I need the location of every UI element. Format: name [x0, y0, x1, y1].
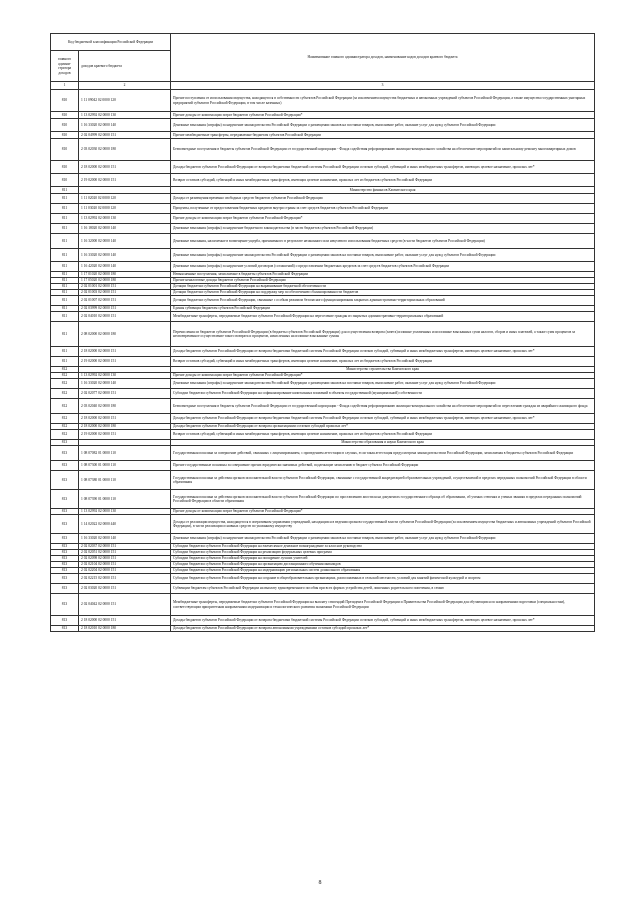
- revenue-name-cell: Государственная пошлина за действия органов исполнительной власти субъектов Российской Федерации, связанные с государственной аккредитацией образовательных учреждений, осуществляемой в пределах переданных полномочий Российской Федерации в области образования: [171, 471, 595, 490]
- admin-code-cell: 813: [51, 584, 79, 594]
- admin-code-cell: 810: [51, 132, 79, 139]
- table-row: [51, 584, 595, 594]
- name-column-header: Наименование главного администратора доходов, наименование кодов доходов краевого бюджета: [171, 34, 595, 82]
- table-row: [51, 616, 595, 626]
- revenue-code-cell: 1 13 02992 02 0000 130: [79, 373, 171, 379]
- revenue-code-cell: 2 02 02215 02 0000 151: [79, 574, 171, 584]
- admin-code-cell: 813: [51, 544, 79, 550]
- table-row: [51, 594, 595, 616]
- admin-code-cell: 811: [51, 278, 79, 284]
- revenue-code-cell: 1 16 32000 02 0000 140: [79, 234, 171, 249]
- table-row: [51, 249, 595, 262]
- revenue-code-cell: 2 02 02204 02 0000 151: [79, 568, 171, 574]
- revenue-code-cell: 1 17 01020 02 0000 180: [79, 272, 171, 278]
- column-number-1: 1: [51, 82, 79, 90]
- revenue-code-cell: 1 08 07300 01 0000 110: [79, 461, 171, 471]
- admin-code-cell: 812: [51, 373, 79, 379]
- revenue-code-cell: 1 16 33020 02 0000 140: [79, 119, 171, 132]
- table-row: [51, 139, 595, 161]
- revenue-name-cell: Проценты, полученные от предоставления бюджетных кредитов внутри страны за счет средств бюджетов субъектов Российской Федерации: [171, 204, 595, 214]
- admin-code-cell: 813: [51, 574, 79, 584]
- table-row: [51, 490, 595, 509]
- revenue-name-cell: Невыясненные поступления, зачисляемые в бюджеты субъектов Российской Федерации: [171, 272, 595, 278]
- revenue-name-cell: Доходы бюджетов субъектов Российской Федерации от возврата автономными учреждениями остатков субсидий прошлых лет*: [171, 626, 595, 632]
- admin-code-cell: 813: [51, 490, 79, 509]
- admin-code-cell: 811: [51, 312, 79, 322]
- revenue-code-cell: 2 18 02000 02 0000 151: [79, 414, 171, 424]
- admin-code-cell: 813: [51, 471, 79, 490]
- table-row: [51, 574, 595, 584]
- admin-code-cell: 811: [51, 262, 79, 272]
- revenue-code-cell: 1 16 18020 02 0000 140: [79, 224, 171, 234]
- revenue-column-header: доходов краевого бюджета: [79, 51, 171, 82]
- revenue-code-cell: 2 02 01007 02 0000 151: [79, 296, 171, 306]
- table-row: [51, 389, 595, 399]
- admin-code-cell: 811: [51, 290, 79, 296]
- table-row: [51, 161, 595, 174]
- revenue-code-cell: 2 19 02000 02 0000 151: [79, 357, 171, 367]
- table-row: [51, 414, 595, 424]
- admin-code-cell: 811: [51, 322, 79, 347]
- table-row: [51, 626, 595, 632]
- column-number-3: 3: [171, 82, 595, 90]
- revenue-code-cell: 1 11 09042 02 0000 120: [79, 90, 171, 112]
- table-row: [51, 322, 595, 347]
- table-row: [51, 119, 595, 132]
- admin-code-cell: 811: [51, 224, 79, 234]
- table-row: [51, 534, 595, 544]
- admin-code-cell: 813: [51, 594, 79, 616]
- revenue-name-cell: Денежные взыскания (штрафы) за нарушение законодательства Российской Федерации о размещении заказов на поставки товаров, выполнение работ, оказание услуг для нужд субъектов Российской Федерации: [171, 534, 595, 544]
- admin-code-cell: 810: [51, 139, 79, 161]
- page-number: 8: [318, 880, 322, 886]
- revenue-name-cell: Субсидии бюджетам субъектов Российской Федерации на софинансирование капитальных вложений в объекты государственной (муниципальной) собственности: [171, 389, 595, 399]
- admin-code-cell: 813: [51, 562, 79, 568]
- revenue-name-cell: Прочие доходы от компенсации затрат бюджетов субъектов Российской Федерации*: [171, 214, 595, 224]
- revenue-name-cell: Прочие государственные пошлины за совершение прочих юридически значимых действий, подлежащие зачислению в бюджет субъекта Российской Федерации: [171, 461, 595, 471]
- table-row: [51, 515, 595, 534]
- revenue-name-cell: Прочие доходы от компенсации затрат бюджетов субъектов Российской Федерации*: [171, 112, 595, 119]
- column-number-2: 2: [79, 82, 171, 90]
- admin-code-cell: 813: [51, 534, 79, 544]
- table-row: [51, 347, 595, 357]
- admin-column-header: главного админи-стратора доходов: [51, 51, 79, 82]
- revenue-name-cell: Дотации бюджетам субъектов Российской Федерации на поддержку мер по обеспечению сбалансированности бюджетов: [171, 290, 595, 296]
- admin-code-cell: 811: [51, 214, 79, 224]
- table-row: [51, 224, 595, 234]
- table-row: [51, 234, 595, 249]
- revenue-name-cell: Доходы бюджетов субъектов Российской Федерации от возврата бюджетами бюджетной системы Российской Федерации остатков субсидий, субвенций и иных межбюджетных трансфертов, имеющих целевое назначение, прошлых лет*: [171, 414, 595, 424]
- revenue-name-cell: Государственная пошлина за действия органов исполнительной власти субъектов Российской Федерации по проставлению апостиля на документах государственного образца об образовании, об ученых степенях и ученых званиях в пределах переданных полномочий Российской Федерации в области образования: [171, 490, 595, 509]
- revenue-name-cell: Доходы бюджетов субъектов Российской Федерации от возврата бюджетами бюджетной системы Российской Федерации остатков субсидий, субвенций и иных межбюджетных трансфертов, имеющих целевое назначение, прошлых лет*: [171, 161, 595, 174]
- admin-code-cell: 812: [51, 389, 79, 399]
- revenue-code-cell: 2 02 02037 02 0000 151: [79, 544, 171, 550]
- revenue-code-cell: 2 19 02000 02 0000 151: [79, 174, 171, 187]
- revenue-code-cell: 1 08 07082 01 0000 110: [79, 446, 171, 461]
- table-body: [51, 90, 595, 632]
- revenue-name-cell: Субсидии бюджетам субъектов Российской Федерации на ежемесячное денежное вознаграждение за классное руководство: [171, 544, 595, 550]
- admin-code-cell: 812: [51, 414, 79, 424]
- admin-code-cell: 813: [51, 446, 79, 461]
- revenue-name-cell: Денежные взыскания (штрафы) за нарушение бюджетного законодательства (в части бюджетов субъектов Российской Федерации): [171, 224, 595, 234]
- revenue-code-cell: 2 02 04010 02 0000 151: [79, 312, 171, 322]
- revenue-code-cell: 1 08 07390 01 0000 110: [79, 490, 171, 509]
- revenue-name-cell: Денежные взыскания, налагаемые в возмещение ущерба, причиненного в результате незаконного или нецелевого использования бюджетных средств (в части бюджетов субъектов Российской Федерации): [171, 234, 595, 249]
- revenue-name-cell: Прочие межбюджетные трансферты, передаваемые бюджетам субъектов Российской Федерации: [171, 132, 595, 139]
- admin-code-cell: 811: [51, 187, 79, 194]
- revenue-name-cell: Прочие доходы от компенсации затрат бюджетов субъектов Российской Федерации*: [171, 509, 595, 515]
- admin-code-cell: 813: [51, 461, 79, 471]
- admin-code-cell: 813: [51, 626, 79, 632]
- admin-code-cell: 811: [51, 357, 79, 367]
- revenue-code-cell: 1 08 07380 01 0000 110: [79, 471, 171, 490]
- revenue-code-cell: 2 02 02104 02 0000 151: [79, 562, 171, 568]
- revenue-code-cell: 1 13 02992 02 0000 130: [79, 112, 171, 119]
- admin-code-cell: 813: [51, 556, 79, 562]
- revenue-name-cell: Доходы от размещения временно свободных средств бюджетов субъектов Российской Федерации: [171, 194, 595, 204]
- table-row: [51, 471, 595, 490]
- admin-code-cell: 811: [51, 296, 79, 306]
- revenue-code-cell: 2 03 02040 02 0000 180: [79, 399, 171, 414]
- admin-code-cell: 813: [51, 515, 79, 534]
- admin-code-cell: 813: [51, 568, 79, 574]
- revenue-name-cell: Межбюджетные трансферты, передаваемые бюджетам субъектов Российской Федерации на выплату стипендий Президента Российской Федерации и Правительства Российской Федерации для обучающихся по направлениям подготовки (специальностям), соответствующим приоритетным направлениям модернизации и технологического развития экономики Российской Федерации: [171, 594, 595, 616]
- admin-code-cell: 812: [51, 430, 79, 440]
- table-row: [51, 132, 595, 139]
- revenue-code-cell: 2 02 01001 02 0000 151: [79, 284, 171, 290]
- revenue-name-cell: Денежные взыскания (штрафы) за нарушение законодательства Российской Федерации о размещении заказов на поставки товаров, выполнение работ, оказание услуг для нужд субъектов Российской Федерации: [171, 249, 595, 262]
- revenue-codes-table: [50, 33, 595, 632]
- revenue-name-cell: Субсидии бюджетам субъектов Российской Федерации на реализацию федеральных целевых программ: [171, 550, 595, 556]
- table-row: [51, 262, 595, 272]
- revenue-name-cell: Субсидии бюджетам субъектов Российской Федерации на модернизацию региональных систем дошкольного образования: [171, 568, 595, 574]
- revenue-code-cell: 1 16 33020 02 0000 140: [79, 379, 171, 389]
- revenue-name-cell: Субвенции бюджетам субъектов Российской Федерации на выплату единовременного пособия при всех формах устройства детей, лишенных родительского попечения, в семью: [171, 584, 595, 594]
- table-row: [51, 399, 595, 414]
- admin-code-cell: 810: [51, 174, 79, 187]
- revenue-code-cell: 2 02 02098 02 0000 151: [79, 556, 171, 562]
- revenue-code-cell: 2 18 02010 02 0000 180: [79, 626, 171, 632]
- table-row: [51, 174, 595, 187]
- revenue-name-cell: Субсидии бюджетам субъектов Российской Федерации на организацию дистанционного обучения инвалидов: [171, 562, 595, 568]
- revenue-name-cell: Межбюджетные трансферты, передаваемые бюджетам субъектов Российской Федерации на переселение граждан из закрытых административно-территориальных образований: [171, 312, 595, 322]
- admin-code-cell: 813: [51, 550, 79, 556]
- revenue-code-cell: 2 18 02000 02 0000 151: [79, 616, 171, 626]
- table-row: [51, 214, 595, 224]
- table-row: [51, 194, 595, 204]
- admin-code-cell: 812: [51, 379, 79, 389]
- revenue-code-cell: 2 02 04042 02 0000 151: [79, 594, 171, 616]
- revenue-name-cell: Государственная пошлина за совершение действий, связанных с лицензированием, с проведением аттестации в случаях, если такая аттестация предусмотрена законодательством Российской Федерации, зачисляемая в бюджеты субъектов Российской Федерации: [171, 446, 595, 461]
- revenue-name-cell: Денежные взыскания (штрафы) за нарушение законодательства Российской Федерации о размещении заказов на поставки товаров, выполнение работ, оказание услуг для нужд субъектов Российской Федерации: [171, 379, 595, 389]
- admin-code-cell: 811: [51, 272, 79, 278]
- admin-code-cell: 810: [51, 90, 79, 112]
- revenue-name-cell: Возврат остатков субсидий, субвенций и иных межбюджетных трансфертов, имеющих целевое назначение, прошлых лет из бюджетов субъектов Российской Федерации: [171, 174, 595, 187]
- revenue-name-cell: Дотации бюджетам субъектов Российской Федерации, связанные с особым режимом безопасного функционирования закрытых административно-территориальных образований: [171, 296, 595, 306]
- table-row: [51, 112, 595, 119]
- revenue-name-cell: Министерство финансов Камчатского края: [171, 187, 595, 194]
- table-row: [51, 446, 595, 461]
- revenue-code-cell: 2 02 04999 02 0000 151: [79, 132, 171, 139]
- revenue-name-cell: Субсидии бюджетам субъектов Российской Федерации на поощрение лучших учителей: [171, 556, 595, 562]
- revenue-name-cell: Возврат остатков субсидий, субвенций и иных межбюджетных трансфертов, имеющих целевое назначение, прошлых лет из бюджетов субъектов Российской Федерации: [171, 430, 595, 440]
- revenue-name-cell: Министерство образования и науки Камчатского края: [171, 440, 595, 446]
- admin-code-cell: 810: [51, 119, 79, 132]
- revenue-code-cell: 2 18 02000 02 0000 151: [79, 347, 171, 357]
- revenue-code-cell: 2 02 02051 02 0000 151: [79, 550, 171, 556]
- admin-code-cell: 812: [51, 399, 79, 414]
- admin-code-cell: 811: [51, 284, 79, 290]
- table-row: [51, 90, 595, 112]
- admin-code-cell: 813: [51, 509, 79, 515]
- revenue-name-cell: Субсидии бюджетам субъектов Российской Федерации на создание в общеобразовательных организациях, расположенных в сельской местности, условий для занятий физической культурой и спортом: [171, 574, 595, 584]
- admin-code-cell: 810: [51, 112, 79, 119]
- revenue-name-cell: Прочие доходы от компенсации затрат бюджетов субъектов Российской Федерации*: [171, 373, 595, 379]
- admin-code-cell: 811: [51, 306, 79, 312]
- revenue-name-cell: Прочие поступления от использования имущества, находящегося в собственности субъектов Российской Федерации (за исключением имущества бюджетных и автономных учреждений субъектов Российской Федерации, а также имущества государственных унитарных предприятий субъектов Российской Федерации, в том числе казенных): [171, 90, 595, 112]
- table-row: [51, 204, 595, 214]
- admin-code-cell: 810: [51, 161, 79, 174]
- revenue-name-cell: Единая субвенция бюджетам субъектов Российской Федерации: [171, 306, 595, 312]
- revenue-name-cell: Денежные взыскания (штрафы) за нарушение условий договоров (соглашений) о предоставлении бюджетных кредитов за счет средств бюджетов субъектов Российской Федерации: [171, 262, 595, 272]
- revenue-name-cell: Денежные взыскания (штрафы) за нарушение законодательства Российской Федерации о размещении заказов на поставки товаров, выполнение работ, оказание услуг для нужд субъектов Российской Федерации: [171, 119, 595, 132]
- revenue-code-cell: 2 02 03020 02 0000 151: [79, 584, 171, 594]
- revenue-code-cell: 1 16 42020 02 0000 140: [79, 262, 171, 272]
- revenue-code-cell: 1 16 33020 02 0000 140: [79, 249, 171, 262]
- admin-code-cell: 811: [51, 347, 79, 357]
- revenue-code-cell: 1 11 03020 02 0000 120: [79, 204, 171, 214]
- revenue-code-cell: 1 11 02020 02 0000 120: [79, 194, 171, 204]
- table-row: [51, 357, 595, 367]
- admin-code-cell: 811: [51, 194, 79, 204]
- revenue-code-cell: 2 02 02077 02 0000 151: [79, 389, 171, 399]
- revenue-name-cell: Дотации бюджетам субъектов Российской Федерации на выравнивание бюджетной обеспеченности: [171, 284, 595, 290]
- revenue-name-cell: Безвозмездные поступления в бюджеты субъектов Российской Федерации от государственной корпорации - Фонда содействия реформированию жилищно-коммунального хозяйства на обеспечение мероприятий по капитальному ремонту многоквартирных домов: [171, 139, 595, 161]
- table-row: [51, 430, 595, 440]
- revenue-code-cell: 1 13 02992 02 0000 130: [79, 214, 171, 224]
- revenue-code-cell: 2 03 02030 02 0000 180: [79, 139, 171, 161]
- revenue-name-cell: Доходы бюджетов субъектов Российской Федерации от возврата бюджетами бюджетной системы Российской Федерации остатков субсидий, субвенций и иных межбюджетных трансфертов, имеющих целевое назначение, прошлых лет*: [171, 347, 595, 357]
- revenue-name-cell: Доходы бюджетов субъектов Российской Федерации от возврата организациями остатков субсидий прошлых лет*: [171, 424, 595, 430]
- table-row: [51, 312, 595, 322]
- revenue-name-cell: Доходы от реализации имущества, находящегося в оперативном управлении учреждений, находящихся в ведении органов государственной власти субъектов Российской Федерации (за исключением имущества бюджетных и автономных учреждений субъектов Российской Федерации), в части реализации основных средств по указанному имуществу: [171, 515, 595, 534]
- admin-code-cell: 811: [51, 249, 79, 262]
- admin-code-cell: 812: [51, 367, 79, 373]
- revenue-code-cell: [79, 187, 171, 194]
- admin-code-cell: 811: [51, 204, 79, 214]
- admin-code-cell: 813: [51, 440, 79, 446]
- budget-classification-header: Код бюджетной классификации Российской Федерации: [51, 34, 171, 51]
- revenue-name-cell: Безвозмездные поступления в бюджеты субъектов Российской Федерации от государственной корпорации - Фонда содействия реформированию жилищно-коммунального хозяйства на обеспечение мероприятий по переселению граждан из аварийного жилищного фонда: [171, 399, 595, 414]
- revenue-name-cell: Доходы бюджетов субъектов Российской Федерации от возврата бюджетами бюджетной системы Российской Федерации остатков субсидий, субвенций и иных межбюджетных трансфертов, имеющих целевое назначение, прошлых лет*: [171, 616, 595, 626]
- table-row: [51, 296, 595, 306]
- revenue-code-cell: 2 18 02000 02 0000 151: [79, 161, 171, 174]
- section-row: [51, 187, 595, 194]
- table-row: [51, 379, 595, 389]
- table-row: [51, 461, 595, 471]
- admin-code-cell: 813: [51, 616, 79, 626]
- revenue-code-cell: 1 14 02022 02 0000 440: [79, 515, 171, 534]
- revenue-code-cell: 2 18 02000 02 0000 180: [79, 424, 171, 430]
- revenue-code-cell: 2 02 01003 02 0000 151: [79, 290, 171, 296]
- revenue-name-cell: Министерство строительства Камчатского края: [171, 367, 595, 373]
- revenue-code-cell: 2 02 03999 02 0000 151: [79, 306, 171, 312]
- revenue-code-cell: 1 13 02992 02 0000 130: [79, 509, 171, 515]
- revenue-code-cell: 1 16 33020 02 0000 140: [79, 534, 171, 544]
- admin-code-cell: 812: [51, 424, 79, 430]
- revenue-code-cell: 1 17 05020 02 0000 180: [79, 278, 171, 284]
- revenue-name-cell: Возврат остатков субсидий, субвенций и иных межбюджетных трансфертов, имеющих целевое назначение, прошлых лет из бюджетов субъектов Российской Федерации: [171, 357, 595, 367]
- revenue-name-cell: Перечисления из бюджетов субъектов Российской Федерации (в бюджеты субъектов Российской Федерации) для осуществления возврата (зачета) излишне уплаченных или излишне взысканных сумм налогов, сборов и иных платежей, а также сумм процентов за несвоевременное осуществление такого возврата и процентов, начисленных на излишне взысканные суммы: [171, 322, 595, 347]
- revenue-name-cell: Прочие неналоговые доходы бюджетов субъектов Российской Федерации: [171, 278, 595, 284]
- revenue-code-cell: 2 08 02000 02 0000 180: [79, 322, 171, 347]
- admin-code-cell: 811: [51, 234, 79, 249]
- revenue-code-cell: 2 19 02000 02 0000 151: [79, 430, 171, 440]
